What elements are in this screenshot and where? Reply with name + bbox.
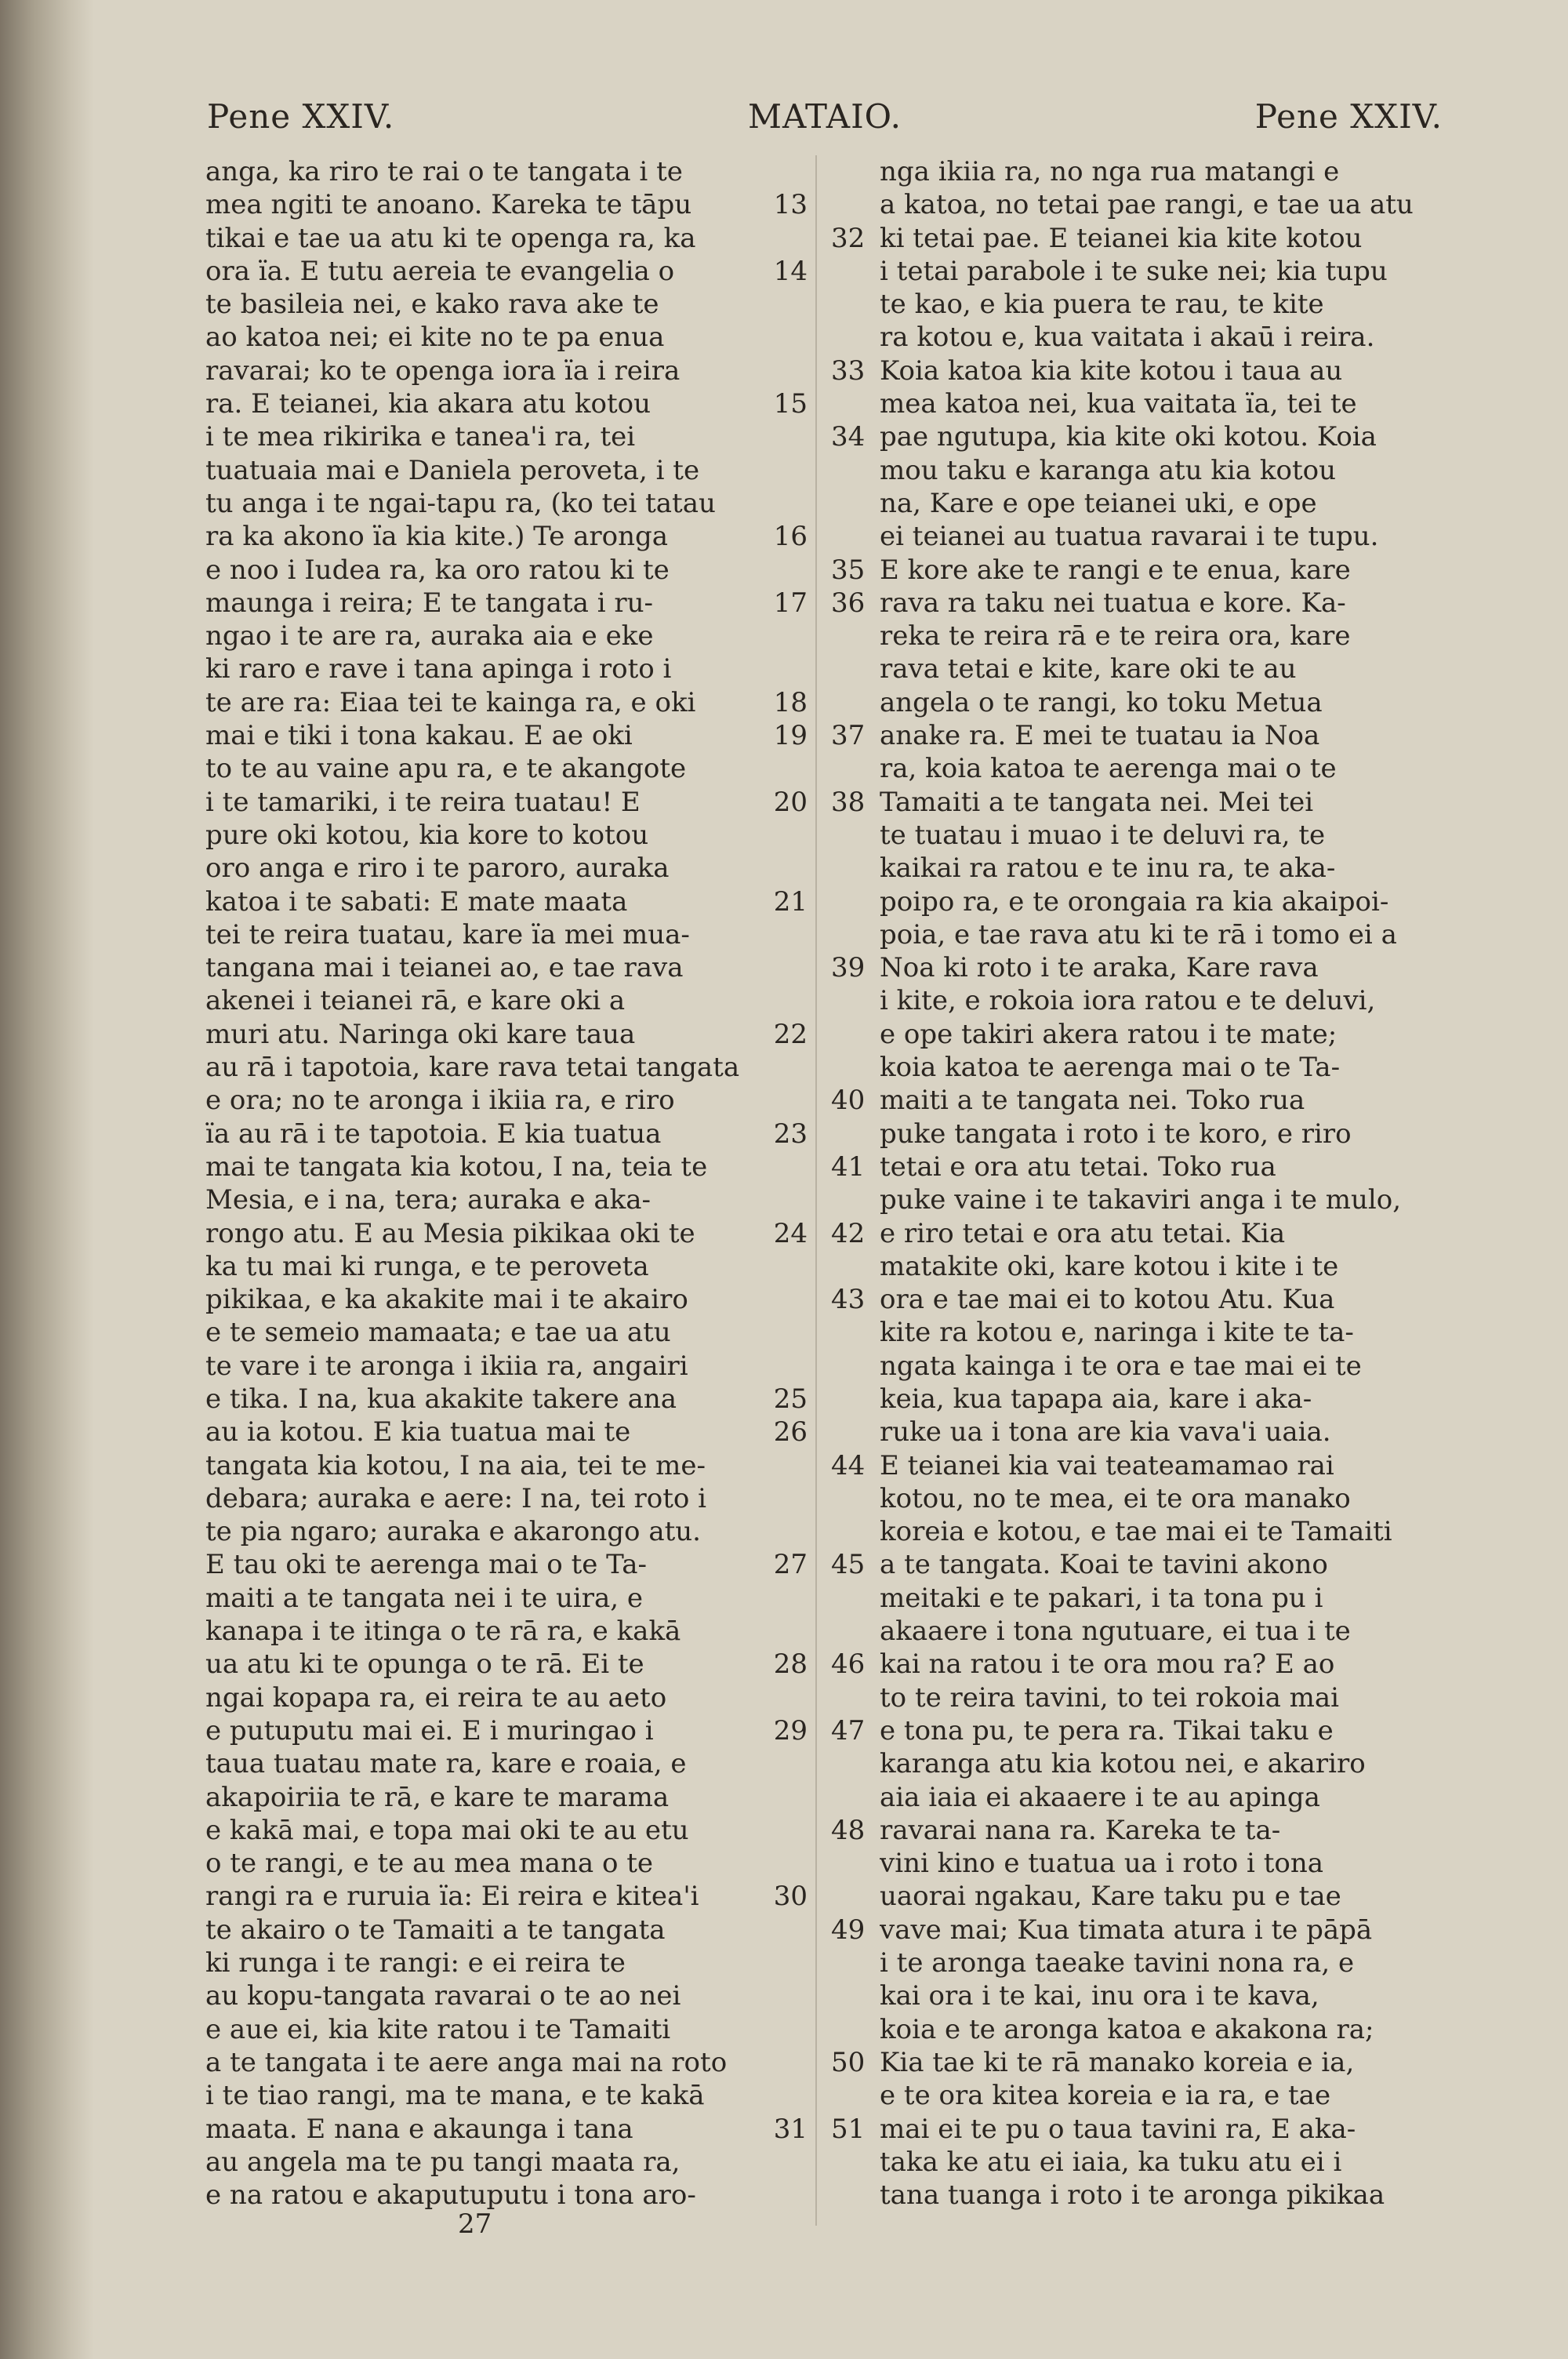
line-text: au rā i tapotoia, kare rava tetai tangata bbox=[205, 1052, 740, 1084]
verse-number: 16 bbox=[773, 521, 808, 553]
line-text: au angela ma te pu tangi maata ra, bbox=[205, 2146, 681, 2178]
line-text: Tamaiti a te tangata nei. Mei tei bbox=[880, 786, 1314, 818]
left-text-line bbox=[205, 454, 786, 487]
left-text-line bbox=[205, 155, 786, 188]
line-text: tikai e tae ua atu ki te openga ra, ka bbox=[205, 222, 696, 254]
right-text-line bbox=[831, 852, 1443, 885]
left-text-line bbox=[205, 1018, 808, 1051]
verse-number: 47 bbox=[831, 1714, 866, 1747]
left-text-line bbox=[205, 786, 808, 819]
line-text: ïa au rā i te tapotoia. E kia tuatua bbox=[205, 1118, 662, 1150]
right-text-line bbox=[831, 2179, 1443, 2212]
left-text-line bbox=[205, 321, 786, 354]
line-text: ki tetai pae. E teianei kia kite kotou bbox=[880, 222, 1363, 254]
line-text: e na ratou e akaputuputu i tona aro- bbox=[205, 2179, 696, 2212]
verse-number: 35 bbox=[831, 554, 866, 586]
verse-number: 46 bbox=[831, 1648, 866, 1681]
verse-number: 30 bbox=[773, 1881, 808, 1913]
right-text-line bbox=[831, 387, 1443, 420]
verse-number: 36 bbox=[831, 587, 866, 619]
right-text-line bbox=[831, 554, 1443, 587]
verse-number: 20 bbox=[773, 786, 808, 818]
line-text: Koia katoa kia kite kotou i taua au bbox=[880, 354, 1343, 387]
line-text: rangi ra e ruruia ïa: Ei reira e kitea'i bbox=[205, 1881, 699, 1913]
right-text-line bbox=[831, 587, 1443, 620]
line-text: a katoa, no tetai pae rangi, e tae ua atu bbox=[880, 189, 1414, 221]
line-text: debara; auraka e aere: I na, tei roto i bbox=[205, 1482, 707, 1514]
right-text-line bbox=[831, 188, 1443, 221]
left-text-line bbox=[205, 1914, 786, 1946]
line-text: anake ra. E mei te tuatau ia Noa bbox=[880, 720, 1320, 752]
right-text-line bbox=[831, 1615, 1443, 1648]
left-text-line bbox=[205, 1714, 808, 1747]
right-text-line bbox=[831, 752, 1443, 785]
line-text: tangata kia kotou, I na aia, tei te me- bbox=[205, 1449, 706, 1481]
line-text: maiti a te tangata nei. Toko rua bbox=[880, 1085, 1305, 1117]
left-text-line bbox=[205, 288, 786, 321]
line-text: nga ikiia ra, no nga rua matangi e bbox=[880, 156, 1340, 187]
left-text-line bbox=[205, 1150, 786, 1183]
line-text: maunga i reira; E te tangata i ru- bbox=[205, 587, 654, 619]
line-text: anga, ka riro te rai o te tangata i te bbox=[205, 156, 683, 187]
right-text-line bbox=[831, 1183, 1443, 1216]
line-text: kotou, no te mea, ei te ora manako bbox=[880, 1482, 1351, 1514]
left-text-line bbox=[205, 1515, 786, 1548]
left-text-line bbox=[205, 222, 786, 255]
line-text: mai ei te pu o taua tavini ra, E aka- bbox=[880, 2113, 1356, 2145]
line-text: i te tamariki, i te reira tuatau! E bbox=[205, 786, 641, 818]
left-text-line bbox=[205, 885, 808, 918]
line-text: e ope takiri akera ratou i te mate; bbox=[880, 1018, 1338, 1050]
left-text-line bbox=[205, 620, 786, 652]
left-text-line bbox=[205, 1283, 786, 1316]
line-text: ngata kainga i te ora e tae mai ei te bbox=[880, 1350, 1362, 1382]
line-text: taua tuatau mate ra, kare e roaia, e bbox=[205, 1748, 687, 1780]
left-text-line bbox=[205, 255, 808, 288]
right-text-line bbox=[831, 1880, 1443, 1913]
verse-number: 25 bbox=[773, 1383, 808, 1415]
right-text-line bbox=[831, 1781, 1443, 1814]
verse-number: 29 bbox=[773, 1714, 808, 1747]
right-text-line bbox=[831, 885, 1443, 918]
verse-number: 31 bbox=[773, 2113, 808, 2145]
line-text: akaaere i tona ngutuare, ei tua i te bbox=[880, 1616, 1351, 1648]
right-text-line bbox=[831, 819, 1443, 852]
verse-number: 27 bbox=[773, 1549, 808, 1581]
line-text: mou taku e karanga atu kia kotou bbox=[880, 454, 1337, 486]
left-text-line bbox=[205, 1880, 808, 1913]
left-text-line bbox=[205, 984, 786, 1017]
left-text-line bbox=[205, 1482, 786, 1515]
left-text-line bbox=[205, 1781, 786, 1814]
verse-number: 18 bbox=[773, 686, 808, 718]
line-text: te vare i te aronga i ikiia ra, angairi bbox=[205, 1350, 688, 1382]
line-text: i te aronga taeake tavini nona ra, e bbox=[880, 1947, 1355, 1979]
line-text: E kore ake te rangi e te enua, kare bbox=[880, 554, 1351, 586]
left-text-line bbox=[205, 1350, 786, 1383]
right-text-line bbox=[831, 520, 1443, 553]
left-text-line bbox=[205, 1316, 786, 1349]
line-text: e aue ei, kia kite ratou i te Tamaiti bbox=[205, 2013, 671, 2045]
verse-number: 45 bbox=[831, 1549, 866, 1581]
right-text-line bbox=[831, 321, 1443, 354]
right-text-line bbox=[831, 222, 1443, 255]
verse-number: 22 bbox=[773, 1018, 808, 1050]
right-text-line bbox=[831, 1914, 1443, 1946]
line-text: e tona pu, te pera ra. Tikai taku e bbox=[880, 1714, 1334, 1747]
left-text-line bbox=[205, 1814, 786, 1847]
line-text: i tetai parabole i te suke nei; kia tupu bbox=[880, 255, 1388, 287]
line-text: poipo ra, e te orongaia ra kia akaipoi- bbox=[880, 885, 1389, 918]
line-text: ra. E teianei, kia akara atu kotou bbox=[205, 388, 651, 420]
left-text-line bbox=[205, 2179, 786, 2212]
line-text: aia iaia ei akaaere i te au apinga bbox=[880, 1781, 1320, 1813]
line-text: i kite, e rokoia iora ratou e te deluvi, bbox=[880, 985, 1376, 1017]
verse-number: 42 bbox=[831, 1217, 866, 1249]
line-text: te pia ngaro; auraka e akarongo atu. bbox=[205, 1516, 701, 1548]
line-text: Kia tae ki te rā manako koreia e ia, bbox=[880, 2046, 1355, 2078]
right-text-line bbox=[831, 1747, 1443, 1780]
line-text: tana tuanga i roto i te aronga pikikaa bbox=[880, 2179, 1385, 2212]
verse-number: 15 bbox=[773, 388, 808, 420]
line-text: keia, kua tapapa aia, kare i aka- bbox=[880, 1383, 1312, 1415]
line-text: mai e tiki i tona kakau. E ae oki bbox=[205, 720, 633, 752]
verse-number: 33 bbox=[831, 354, 866, 387]
verse-number: 19 bbox=[773, 720, 808, 752]
line-text: angela o te rangi, ko toku Metua bbox=[880, 686, 1323, 718]
line-text: a te tangata i te aere anga mai na roto bbox=[205, 2046, 728, 2078]
line-text: vave mai; Kua timata atura i te pāpā bbox=[880, 1914, 1373, 1946]
line-text: rava ra taku nei tuatua e kore. Ka- bbox=[880, 587, 1346, 619]
line-text: mea ngiti te anoano. Kareka te tāpu bbox=[205, 189, 692, 221]
verse-number: 21 bbox=[773, 885, 808, 918]
right-text-line bbox=[831, 2013, 1443, 2046]
line-text: e ora; no te aronga i ikiia ra, e riro bbox=[205, 1085, 675, 1117]
verse-number: 26 bbox=[773, 1416, 808, 1448]
right-text-line bbox=[831, 686, 1443, 719]
right-text-line bbox=[831, 1449, 1443, 1482]
right-text-line bbox=[831, 1814, 1443, 1847]
line-text: ki raro e rave i tana apinga i roto i bbox=[205, 653, 672, 685]
left-text-line bbox=[205, 1383, 808, 1416]
right-text-line bbox=[831, 2113, 1443, 2146]
right-text-line bbox=[831, 951, 1443, 984]
line-text: ravarai nana ra. Kareka te ta- bbox=[880, 1814, 1281, 1846]
left-text-line bbox=[205, 951, 786, 984]
left-text-line bbox=[205, 1615, 786, 1648]
line-text: uaorai ngakau, Kare taku pu e tae bbox=[880, 1881, 1341, 1913]
left-text-line bbox=[205, 1250, 786, 1283]
line-text: ao katoa nei; ei kite no te pa enua bbox=[205, 322, 665, 354]
line-text: e putuputu mai ei. E i muringao i bbox=[205, 1714, 654, 1747]
line-text: au kopu-tangata ravarai o te ao nei bbox=[205, 1980, 681, 2012]
right-text-line bbox=[831, 155, 1443, 188]
line-text: na, Kare e ope teianei uki, e ope bbox=[880, 487, 1317, 519]
header-chapter-right: Pene XXIV. bbox=[1254, 97, 1443, 136]
verse-number: 17 bbox=[773, 587, 808, 619]
left-text-line bbox=[205, 2146, 786, 2179]
right-text-line bbox=[831, 918, 1443, 951]
right-text-line bbox=[831, 1548, 1443, 1581]
verse-number: 41 bbox=[831, 1150, 866, 1183]
right-text-line bbox=[831, 1383, 1443, 1416]
left-text-line bbox=[205, 2046, 786, 2079]
right-text-line bbox=[831, 719, 1443, 752]
left-text-line bbox=[205, 686, 808, 719]
right-text-line bbox=[831, 420, 1443, 453]
line-text: kaikai ra ratou e te inu ra, te aka- bbox=[880, 852, 1336, 885]
right-column bbox=[831, 155, 1443, 2212]
right-text-line bbox=[831, 1316, 1443, 1349]
right-text-line bbox=[831, 620, 1443, 652]
right-text-line bbox=[831, 1648, 1443, 1681]
verse-number: 50 bbox=[831, 2046, 866, 2078]
left-text-line bbox=[205, 420, 786, 453]
line-text: te basileia nei, e kako rava ake te bbox=[205, 289, 659, 321]
left-text-line bbox=[205, 1051, 786, 1084]
verse-number: 40 bbox=[831, 1085, 866, 1117]
line-text: i te mea rikirika e tanea'i ra, tei bbox=[205, 421, 636, 453]
right-text-line bbox=[831, 255, 1443, 288]
line-text: e kakā mai, e topa mai oki te au etu bbox=[205, 1814, 689, 1846]
line-text: i te tiao rangi, ma te mana, e te kakā bbox=[205, 2080, 705, 2112]
line-text: mea katoa nei, kua vaitata ïa, tei te bbox=[880, 388, 1357, 420]
line-text: ora e tae mai ei to kotou Atu. Kua bbox=[880, 1284, 1335, 1316]
right-text-line bbox=[831, 984, 1443, 1017]
line-text: tetai e ora atu tetai. Toko rua bbox=[880, 1150, 1276, 1183]
line-text: pae ngutupa, kia kite oki kotou. Koia bbox=[880, 421, 1377, 453]
left-text-line bbox=[205, 554, 786, 587]
line-text: E tau oki te aerenga mai o te Ta- bbox=[205, 1549, 647, 1581]
left-text-line bbox=[205, 1449, 786, 1482]
line-text: ngao i te are ra, auraka aia e eke bbox=[205, 620, 654, 652]
right-text-line bbox=[831, 1350, 1443, 1383]
line-text: E teianei kia vai teateamamao rai bbox=[880, 1449, 1334, 1481]
left-text-line bbox=[205, 1582, 786, 1615]
line-text: te are ra: Eiaa tei te kainga ra, e oki bbox=[205, 686, 696, 718]
left-text-line bbox=[205, 520, 808, 553]
line-text: Noa ki roto i te araka, Kare rava bbox=[880, 952, 1319, 984]
line-text: ka tu mai ki runga, e te peroveta bbox=[205, 1250, 649, 1282]
left-text-line bbox=[205, 652, 786, 685]
line-text: tei te reira tuatau, kare ïa mei mua- bbox=[205, 918, 690, 951]
book-gutter-shadow bbox=[0, 0, 94, 2359]
right-text-line bbox=[831, 1946, 1443, 1979]
right-text-line bbox=[831, 288, 1443, 321]
right-text-line bbox=[831, 1515, 1443, 1548]
line-text: akapoiriia te rā, e kare te marama bbox=[205, 1781, 670, 1813]
page-number: 27 bbox=[458, 2208, 492, 2240]
verse-number: 51 bbox=[831, 2113, 866, 2145]
left-text-line bbox=[205, 752, 786, 785]
line-text: kai ora i te kai, inu ora i te kava, bbox=[880, 1980, 1319, 2012]
line-text: a te tangata. Koai te tavini akono bbox=[880, 1549, 1328, 1581]
line-text: tangana mai i teianei ao, e tae rava bbox=[205, 952, 684, 984]
right-text-line bbox=[831, 1283, 1443, 1316]
left-text-line bbox=[205, 487, 786, 520]
left-text-line bbox=[205, 1681, 786, 1714]
header-chapter-left: Pene XXIV. bbox=[207, 97, 395, 136]
line-text: ora ïa. E tutu aereia te evangelia o bbox=[205, 255, 675, 287]
line-text: e te ora kitea koreia e ia ra, e tae bbox=[880, 2080, 1331, 2112]
right-text-line bbox=[831, 1084, 1443, 1117]
right-text-line bbox=[831, 1681, 1443, 1714]
left-text-line bbox=[205, 1084, 786, 1117]
line-text: ei teianei au tuatua ravarai i te tupu. bbox=[880, 521, 1379, 553]
verse-number: 14 bbox=[773, 255, 808, 287]
line-text: karanga atu kia kotou nei, e akariro bbox=[880, 1748, 1366, 1780]
left-text-line bbox=[205, 1648, 808, 1681]
right-text-line bbox=[831, 652, 1443, 685]
right-text-line bbox=[831, 1217, 1443, 1250]
line-text: taka ke atu ei iaia, ka tuku atu ei i bbox=[880, 2146, 1342, 2178]
line-text: ra, koia katoa te aerenga mai o te bbox=[880, 753, 1337, 785]
right-text-line bbox=[831, 1118, 1443, 1150]
right-text-line bbox=[831, 1979, 1443, 2012]
verse-number: 43 bbox=[831, 1284, 866, 1316]
line-text: matakite oki, kare kotou i kite i te bbox=[880, 1250, 1339, 1282]
verse-number: 34 bbox=[831, 421, 866, 453]
line-text: koia katoa te aerenga mai o te Ta- bbox=[880, 1052, 1341, 1084]
right-text-line bbox=[831, 354, 1443, 387]
right-text-line bbox=[831, 1018, 1443, 1051]
line-text: oro anga e riro i te paroro, auraka bbox=[205, 852, 670, 885]
right-text-line bbox=[831, 1250, 1443, 1283]
line-text: kite ra kotou e, naringa i kite te ta- bbox=[880, 1317, 1354, 1349]
right-text-line bbox=[831, 1482, 1443, 1515]
line-text: e tika. I na, kua akakite takere ana bbox=[205, 1383, 677, 1415]
running-header bbox=[207, 97, 1443, 144]
line-text: ravarai; ko te openga iora ïa i reira bbox=[205, 354, 681, 387]
line-text: ra kotou e, kua vaitata i akaū i reira. bbox=[880, 322, 1375, 354]
left-text-line bbox=[205, 1183, 786, 1216]
line-text: poia, e tae rava atu ki te rā i tomo ei a bbox=[880, 918, 1397, 951]
line-text: tuatuaia mai e Daniela peroveta, i te bbox=[205, 454, 700, 486]
right-text-line bbox=[831, 1714, 1443, 1747]
line-text: ki runga i te rangi: e ei reira te bbox=[205, 1947, 626, 1979]
right-text-line bbox=[831, 2046, 1443, 2079]
right-text-line bbox=[831, 454, 1443, 487]
line-text: kanapa i te itinga o te rā ra, e kakā bbox=[205, 1616, 681, 1648]
left-text-line bbox=[205, 354, 786, 387]
verse-number: 38 bbox=[831, 786, 866, 818]
line-text: puke tangata i roto i te koro, e riro bbox=[880, 1118, 1352, 1150]
line-text: e riro tetai e ora atu tetai. Kia bbox=[880, 1217, 1286, 1249]
left-text-line bbox=[205, 1847, 786, 1880]
left-text-line bbox=[205, 2113, 808, 2146]
verse-number: 32 bbox=[831, 222, 866, 254]
line-text: meitaki e te pakari, i ta tona pu i bbox=[880, 1582, 1323, 1614]
right-text-line bbox=[831, 487, 1443, 520]
line-text: pure oki kotou, kia kore to kotou bbox=[205, 819, 649, 851]
left-text-line bbox=[205, 188, 808, 221]
left-text-line bbox=[205, 819, 786, 852]
line-text: ruke ua i tona are kia vava'i uaia. bbox=[880, 1416, 1331, 1448]
left-text-line bbox=[205, 2013, 786, 2046]
verse-number: 13 bbox=[773, 189, 808, 221]
left-text-line bbox=[205, 1118, 808, 1150]
line-text: koreia e kotou, e tae mai ei te Tamaiti bbox=[880, 1516, 1392, 1548]
verse-number: 24 bbox=[773, 1217, 808, 1249]
line-text: te kao, e kia puera te rau, te kite bbox=[880, 289, 1324, 321]
left-text-line bbox=[205, 1217, 808, 1250]
left-text-line bbox=[205, 1416, 808, 1448]
right-text-line bbox=[831, 1051, 1443, 1084]
verse-number: 23 bbox=[773, 1118, 808, 1150]
left-text-line bbox=[205, 587, 808, 620]
line-text: e noo i Iudea ra, ka oro ratou ki te bbox=[205, 554, 670, 586]
line-text: kai na ratou i te ora mou ra? E ao bbox=[880, 1648, 1335, 1681]
verse-number: 28 bbox=[773, 1648, 808, 1681]
left-text-line bbox=[205, 918, 786, 951]
left-text-line bbox=[205, 2079, 786, 2112]
line-text: maata. E nana e akaunga i tana bbox=[205, 2113, 633, 2145]
left-text-line bbox=[205, 1548, 808, 1581]
line-text: ua atu ki te opunga o te rā. Ei te bbox=[205, 1648, 644, 1681]
line-text: rongo atu. E au Mesia pikikaa oki te bbox=[205, 1217, 695, 1249]
verse-number: 49 bbox=[831, 1914, 866, 1946]
line-text: puke vaine i te takaviri anga i te mulo, bbox=[880, 1184, 1402, 1216]
line-text: koia e te aronga katoa e akakona ra; bbox=[880, 2013, 1374, 2045]
line-text: katoa i te sabati: E mate maata bbox=[205, 885, 628, 918]
line-text: ra ka akono ïa kia kite.) Te aronga bbox=[205, 521, 669, 553]
line-text: to te au vaine apu ra, e te akangote bbox=[205, 753, 687, 785]
header-book-title: MATAIO. bbox=[748, 97, 902, 136]
verse-number: 44 bbox=[831, 1449, 866, 1481]
line-text: au ia kotou. E kia tuatua mai te bbox=[205, 1416, 631, 1448]
left-text-line bbox=[205, 1979, 786, 2012]
line-text: pikikaa, e ka akakite mai i te akairo bbox=[205, 1284, 688, 1316]
line-text: akenei i teianei rā, e kare oki a bbox=[205, 985, 626, 1017]
line-text: rava tetai e kite, kare oki te au bbox=[880, 653, 1297, 685]
line-text: muri atu. Naringa oki kare taua bbox=[205, 1018, 636, 1050]
left-text-line bbox=[205, 1946, 786, 1979]
line-text: e te semeio mamaata; e tae ua atu bbox=[205, 1317, 671, 1349]
line-text: te akairo o te Tamaiti a te tangata bbox=[205, 1914, 666, 1946]
right-text-line bbox=[831, 786, 1443, 819]
line-text: mai te tangata kia kotou, I na, teia te bbox=[205, 1150, 708, 1183]
line-text: tu anga i te ngai-tapu ra, (ko tei tatau bbox=[205, 487, 716, 519]
line-text: vini kino e tuatua ua i roto i tona bbox=[880, 1848, 1324, 1880]
left-text-line bbox=[205, 852, 786, 885]
left-text-line bbox=[205, 1747, 786, 1780]
right-text-line bbox=[831, 1582, 1443, 1615]
verse-number: 39 bbox=[831, 952, 866, 984]
left-column bbox=[205, 155, 808, 2212]
right-text-line bbox=[831, 1150, 1443, 1183]
line-text: ngai kopapa ra, ei reira te au aeto bbox=[205, 1681, 667, 1714]
right-text-line bbox=[831, 1416, 1443, 1448]
line-text: reka te reira rā e te reira ora, kare bbox=[880, 620, 1351, 652]
line-text: te tuatau i muao i te deluvi ra, te bbox=[880, 819, 1326, 851]
right-text-line bbox=[831, 2146, 1443, 2179]
line-text: Mesia, e i na, tera; auraka e aka- bbox=[205, 1184, 652, 1216]
line-text: maiti a te tangata nei i te uira, e bbox=[205, 1582, 644, 1614]
right-text-line bbox=[831, 1847, 1443, 1880]
verse-number: 48 bbox=[831, 1814, 866, 1846]
right-text-line bbox=[831, 2079, 1443, 2112]
column-rule bbox=[815, 155, 817, 2226]
line-text: o te rangi, e te au mea mana o te bbox=[205, 1848, 654, 1880]
left-text-line bbox=[205, 387, 808, 420]
verse-number: 37 bbox=[831, 720, 866, 752]
left-text-line bbox=[205, 719, 808, 752]
line-text: to te reira tavini, to tei rokoia mai bbox=[880, 1681, 1340, 1714]
